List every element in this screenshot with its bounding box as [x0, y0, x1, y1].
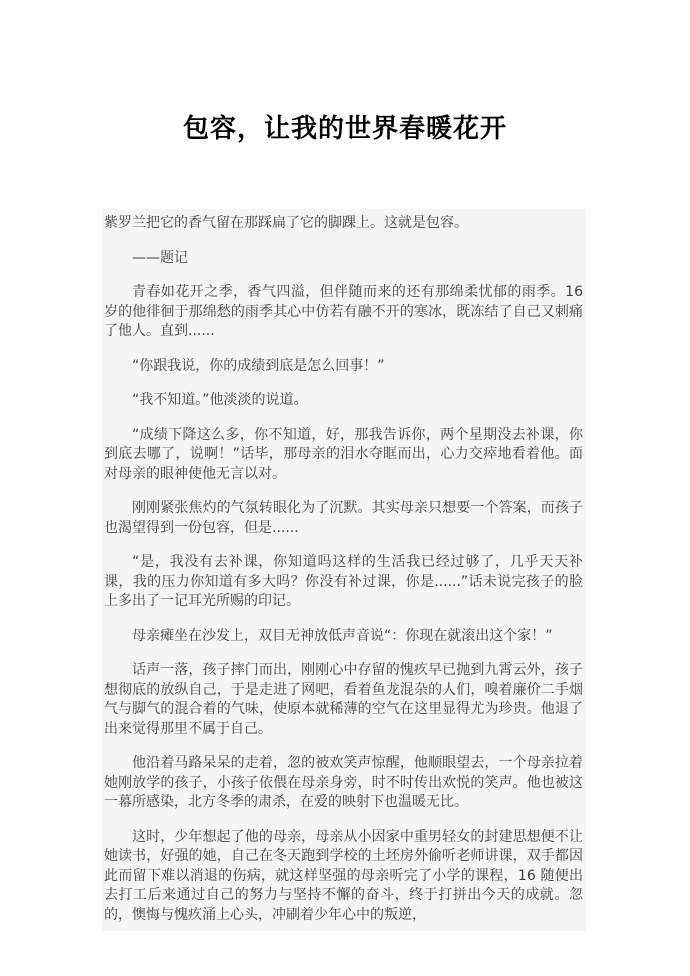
epigraph-label-paragraph: ——题记	[132, 249, 188, 266]
essay-paragraph: “你跟我说，你的成绩到底是怎么回事！”	[132, 357, 385, 374]
essay-paragraph: “是，我没有去补课，你知道吗这样的生活我已经过够了，几乎天天补课，我的压力你知道有多大吗？你没有补过课，你是......”话未说完孩子的脸上多出了一记耳光所赐的印记。	[104, 554, 583, 609]
essay-paragraph: 母亲瘫坐在沙发上，双目无神放低声音说“：你现在就滚出这个家！”	[132, 627, 553, 644]
essay-paragraph: 青春如花开之季，香气四溢，但伴随而来的还有那绵柔忧郁的雨季。16 岁的他徘徊于那绵愁的雨季其心中仿若有融不开的寒冰，既冻结了自己又刺痛了他人。直到......	[104, 284, 583, 339]
essay-paragraph: 他沿着马路呆呆的走着，忽的被欢笑声惊醒，他顺眼望去，一个母亲拉着她刚放学的孩子，小孩子依偎在母亲身旁，时不时传出欢悦的笑声。他也被这一幕所感染，北方冬季的肃杀，在爱的映射下也温暖无比。	[104, 755, 583, 810]
essay-paragraph: 刚刚紧张焦灼的气氛转眼化为了沉默。其实母亲只想要一个答案，而孩子也渴望得到一份包容，但是......	[104, 500, 583, 536]
epigraph-quote-paragraph: 紫罗兰把它的香气留在那踩扁了它的脚踝上。这就是包容。	[104, 215, 468, 231]
essay-paragraph: “成绩下降这么多，你不知道，好，那我告诉你，两个星期没去补课，你到底去哪了，说啊！”话毕，那母亲的泪水夺眶而出，心力交瘁地看着他。面对母亲的眼神使他无言以对。	[104, 426, 583, 482]
essay-paragraph: 话声一落，孩子摔门而出，刚刚心中存留的愧疚早已抛到九霄云外，孩子想彻底的放纵自己，于是走进了网吧，看着鱼龙混杂的人们，嗅着廉价二手烟气与脚气的混合着的气味，使原本就稀薄的空气在这里显得尤为珍贵。他退了出来觉得那里不属于自己。	[104, 662, 583, 737]
essay-title: 包容，让我的世界春暖花开	[182, 114, 507, 143]
essay-paragraph: 这时，少年想起了他的母亲，母亲从小因家中重男轻女的封建思想便不让她读书，好强的她，自己在冬天跑到学校的土坯房外偷听老师讲课，双手都因此而留下难以消退的伤病，就这样坚强的母亲听完了小学的课程，16 随便出去打工后来通过自己的努力与坚持不懈的奋斗，终于打拼出今天的成就。忽的，懊悔与愧疚涌上心头，冲刷着少年心中的叛逆，	[104, 828, 583, 923]
essay-paragraph: “我不知道。”他淡淡的说道。	[132, 392, 308, 408]
essay-body	[102, 209, 586, 931]
